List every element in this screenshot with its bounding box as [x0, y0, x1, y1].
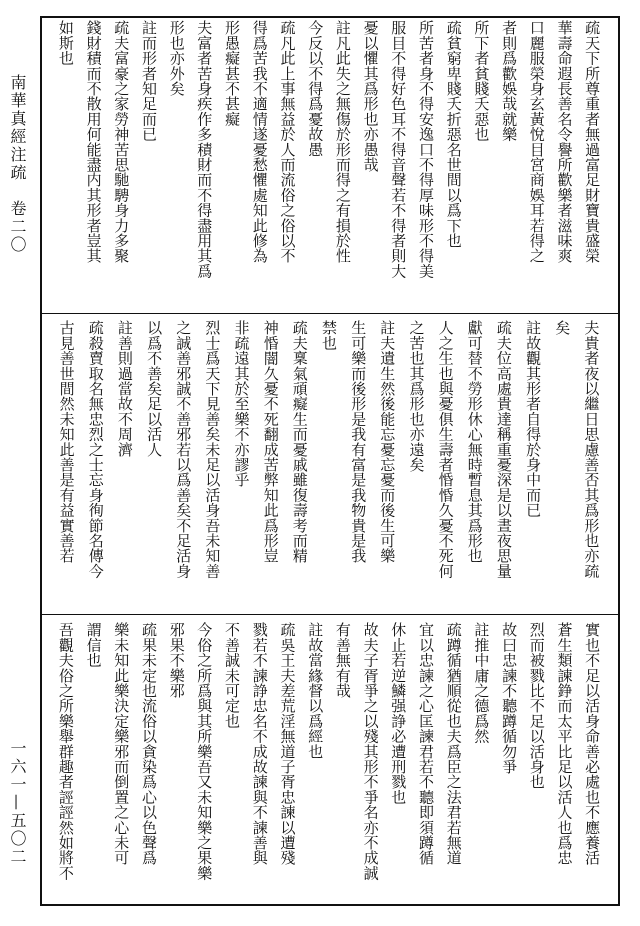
- text-column: 非疏遠其於至樂不亦謬乎: [232, 320, 251, 488]
- text-column: 得爲苦我不適情遂憂愁懼處知此修為: [250, 20, 269, 264]
- text-column: 疏天下所尊重者無過富足財寶貴盛榮: [583, 20, 602, 264]
- text-column: 故夫子胥爭之以殘其形不爭名亦不成誠: [361, 622, 380, 881]
- text-column: 宜以忠諫之心匡諫君若不聽即須蹲循: [417, 622, 435, 866]
- panel-divider-bottom: [40, 614, 620, 615]
- text-column: 如斯也: [56, 20, 75, 66]
- text-column: 疏凡此上事無益於人而流俗之俗以不: [278, 20, 297, 264]
- text-column: 疏殺賣取名無忠烈之士忘身徇節名傳今: [86, 320, 105, 579]
- text-column: 夫富者苦身疾作多積財而不得盡用其爲: [195, 20, 214, 279]
- text-column: 註善則過當故不周濟: [115, 320, 134, 457]
- text-column: 錢財積而不散用何能盡内其形者豈其: [84, 20, 103, 264]
- text-column: 註凡此失之無傷於形而得之有損於性: [333, 20, 352, 264]
- text-column: 今反以不得爲憂故愚: [306, 20, 325, 157]
- text-column: 不善誠未可定也: [223, 622, 241, 729]
- text-column: 邪果不樂邪: [167, 622, 186, 698]
- text-column: 今俗之所爲與其所樂吾又未知樂之果樂: [195, 622, 214, 881]
- text-column: 生可樂而後形是我有富是我物貴是我: [349, 320, 368, 564]
- text-column: 註故當緣督以爲經也: [306, 622, 325, 759]
- text-column: 戮若不諫諍忠名不成故諫與不諫善與: [250, 622, 269, 866]
- folio-number-margin: 一六一—五〇二: [8, 740, 27, 866]
- text-column: 註推中庸之德爲然: [472, 622, 491, 744]
- text-column: 形愚癡甚不甚癡: [223, 20, 241, 127]
- text-column: 疏蹲循猶順從也夫爲臣之法君若無道: [444, 622, 463, 866]
- text-column: 神惛闇久憂不死翻成苦弊知此爲形豈: [261, 320, 280, 564]
- text-column: 獻可替不勞形休心無時暫息其爲形也: [465, 320, 484, 564]
- book-title-margin: 南華真經注疏 卷二〇: [8, 74, 27, 254]
- text-column: 註故觀其形者自得於身中而已: [524, 320, 543, 518]
- text-column: 有善無有哉: [333, 622, 352, 698]
- text-column: 夫貴者夜以繼日思慮善否其爲形也亦疏: [582, 320, 601, 579]
- text-column: 疏吳王夫差荒淫無道子胥忠諫以遭殘: [278, 622, 297, 866]
- text-column: 蒼生類諫錚而太平比足以活人也爲忠: [555, 622, 574, 866]
- text-column: 人之生也與憂俱生壽者惛惛久憂不死何: [436, 320, 455, 579]
- text-column: 口麗服榮身玄黃悅目宮商娛耳若得之: [527, 20, 546, 264]
- text-column: 禁也: [320, 320, 338, 351]
- text-column: 疏果未定也流俗以貪染爲心以色聲爲: [140, 622, 158, 866]
- text-column: 矣: [553, 320, 572, 336]
- text-column: 所苦者身不得安逸口不得厚味形不得美: [417, 20, 435, 279]
- text-column: 故曰忠諫不聽蹲循勿爭: [500, 622, 519, 774]
- text-column: 所下者貧賤夭惡也: [472, 20, 491, 142]
- text-column: 者則爲歡娛哉就樂: [500, 20, 519, 142]
- text-column: 形也亦外矣: [167, 20, 186, 96]
- text-column: 疏夫位高處貴達稱重憂深是以晝夜思量: [494, 320, 513, 579]
- text-column: 憂以懼其爲形也亦愚哉: [361, 20, 380, 172]
- text-column: 烈而被戮比不足以活身也: [527, 622, 546, 790]
- text-column: 疏夫富豪之家勞神苦思馳騁身力多聚: [112, 20, 131, 264]
- text-column: 烈士爲天下見善矣未足以活身吾未知善: [203, 320, 222, 579]
- text-column: 謂信也: [84, 622, 103, 668]
- text-column: 以爲不善矣足以活人: [145, 320, 164, 457]
- text-column: 古見善世間然未知此善是有益實善若: [57, 320, 76, 564]
- text-column: 註而形者知足而已: [140, 20, 158, 142]
- text-column: 疏夫稟氣頑癡生而憂戚雖復壽考而精: [290, 320, 309, 564]
- text-column: 之苦也其爲形也亦遠矣: [407, 320, 426, 472]
- text-column: 實也不足以活身命善必處也不應養活: [583, 622, 602, 866]
- text-column: 休止若逆鱗强諍必遭刑戮也: [389, 622, 408, 805]
- text-column: 吾觀夫俗之所樂舉群趣者誙誙然如將不: [56, 622, 75, 881]
- text-column: 之誠善邪誠不善邪若以爲善矣不足活身: [174, 320, 193, 579]
- text-column: 疏貧窮卑賤夭折惡名世間以爲下也: [444, 20, 463, 248]
- text-column: 樂未知此樂決定樂邪而倒置之心未可: [112, 622, 131, 866]
- text-column: 服目不得好色耳不得音聲若不得者則大: [389, 20, 408, 279]
- text-column: 註夫遺生然後能忘憂忘憂而後生可樂: [378, 320, 397, 564]
- text-column: 華壽命遐長善名令譽所歡樂者滋味爽: [555, 20, 574, 264]
- panel-divider-top: [40, 313, 620, 314]
